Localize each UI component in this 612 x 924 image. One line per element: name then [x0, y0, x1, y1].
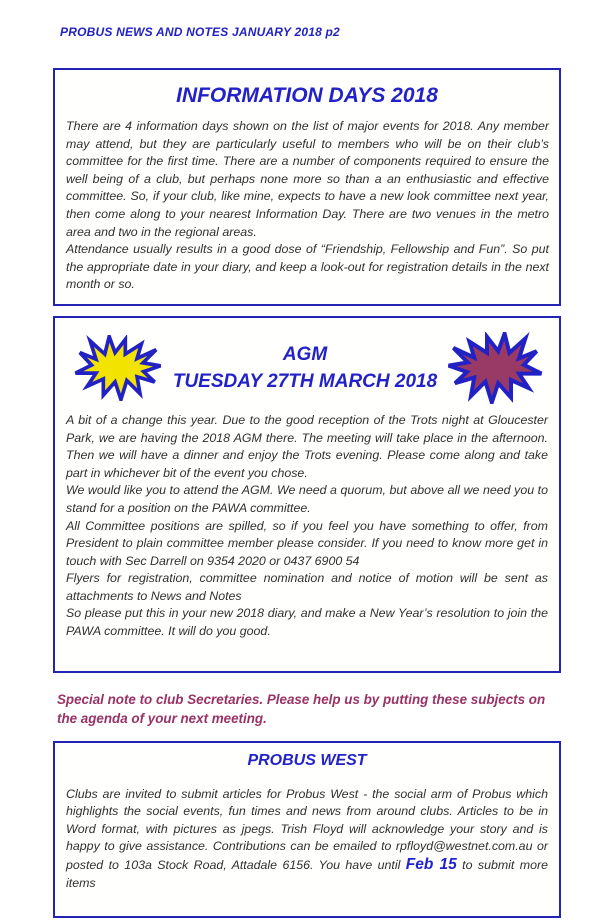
- deadline-highlight: Feb 15: [405, 856, 457, 874]
- agm-box: [53, 316, 561, 673]
- information-days-title: INFORMATION DAYS 2018: [176, 84, 438, 107]
- probus-west-box: [53, 741, 561, 919]
- agm-paragraph: So please put this in your new 2018 diary, and make a New Year’s resolution to join the PAWA committee. It will do you good.: [66, 606, 548, 639]
- probus-west-text-before: Clubs are invited to submit articles for Probus West - the social arm of Probus which highlights the social events, fun times and news from around clubs. Articles to be in Word format, with pictures as jpegs. Trish Floyd will acknowledge your story and is happy to give assistance. Contributions can be emailed to rpfloyd@westnet.com.au or posted to 103a Stock Road, Attadale 6156. You have until: [66, 786, 548, 873]
- agm-paragraph: Flyers for registration, committee nomination and notice of motion will be sent as attachments to News and Notes: [66, 571, 548, 603]
- agm-paragraph: All Committee positions are spilled, so if you feel you have something to offer, from President to plain committee member please consider. If you need to know more get in touch with Sec Darrell on 9354 2020 or 0437 6900 54: [66, 518, 548, 568]
- probus-west-paragraph: [66, 786, 548, 893]
- agm-header: [55, 318, 559, 404]
- starburst-left-icon: [67, 335, 169, 401]
- probus-west-text-after: to submit more items: [66, 858, 548, 890]
- probus-west-title: PROBUS WEST: [247, 751, 367, 769]
- agm-title: [169, 341, 441, 395]
- information-days-box: [53, 68, 561, 306]
- information-days-paragraph: There are 4 information days shown on the list of major events for 2018. Any member may attend, but they are particularly useful to members who will be on their club’s committee for the first time. There are a number of components required to ensure the well being of a club, but perhaps none more so than a an enthusiastic and effective committee. So, if your club, like mine, expects to have a new look committee next year, then come along to your nearest Information Day. There are two venues in the metro area and two in the regional areas.: [66, 119, 549, 239]
- starburst-right-icon: [441, 332, 549, 404]
- probus-west-body: [55, 776, 559, 917]
- agm-title-line1: AGM: [282, 343, 328, 365]
- agm-paragraph: We would like you to attend the AGM. We need a quorum, but above all we need you to stand for a position on the PAWA committee.: [66, 483, 548, 515]
- newsletter-page: [0, 25, 612, 924]
- special-note: Special note to club Secretaries. Please help us by putting these subjects on the agenda of your next meeting.: [57, 691, 546, 726]
- page-header: PROBUS NEWS AND NOTES JANUARY 2018 p2: [60, 25, 340, 39]
- information-days-paragraph: Attendance usually results in a good dose of “Friendship, Fellowship and Fun”. So put the appropriate date in your diary, and keep a look-out for registration details in the next month or so.: [66, 242, 549, 292]
- information-days-body: [55, 118, 559, 304]
- agm-title-line2: TUESDAY 27TH MARCH 2018: [172, 370, 438, 392]
- agm-body: [55, 404, 559, 671]
- agm-paragraph: A bit of a change this year. Due to the good reception of the Trots night at Gloucester Park, we are having the 2018 AGM there. The meeting will take place in the afternoon. Then we will have a dinner and enjoy the Trots evening. Please come along and take part in whichever bit of the event you chose.: [66, 412, 548, 480]
